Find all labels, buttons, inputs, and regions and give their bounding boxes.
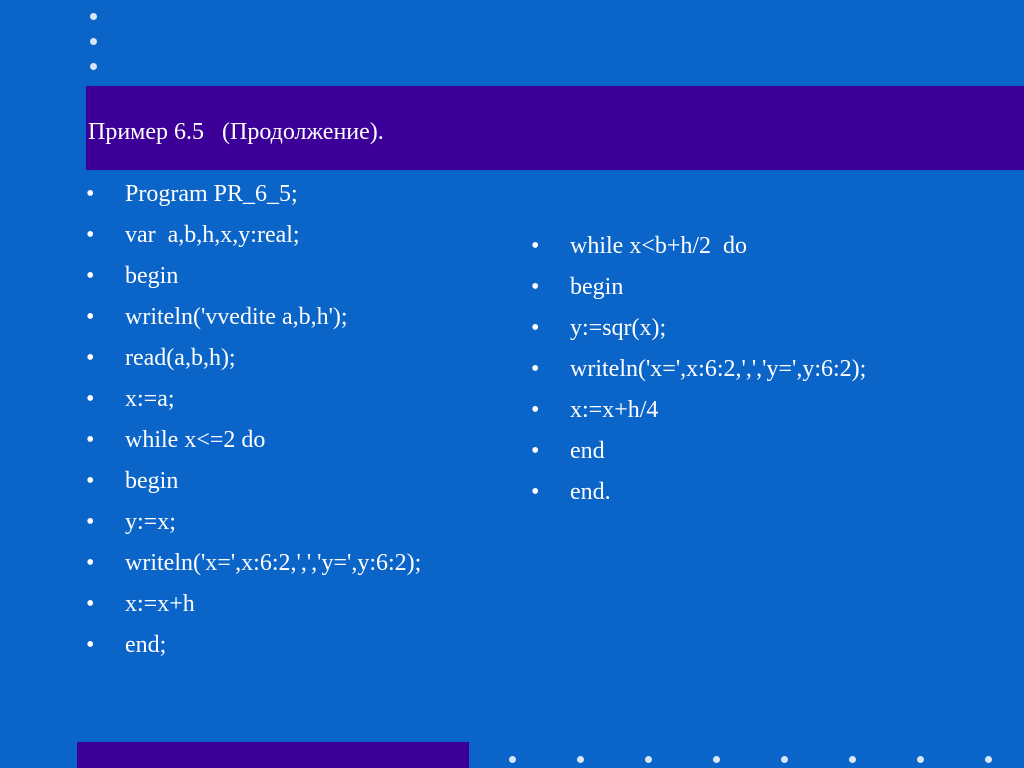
code-list-right	[531, 232, 866, 519]
code-line	[86, 385, 421, 426]
decor-dot	[90, 63, 97, 70]
code-line-text: end.	[570, 479, 611, 505]
bullet-icon: •	[531, 397, 540, 423]
code-line	[86, 303, 421, 344]
decor-dot	[917, 756, 924, 763]
bullet-icon: •	[531, 274, 540, 300]
code-line	[86, 221, 421, 262]
code-line-text: begin	[125, 263, 179, 289]
decor-dot	[509, 756, 516, 763]
code-line	[531, 273, 866, 314]
code-line	[86, 344, 421, 385]
code-line	[531, 314, 866, 355]
code-line	[531, 437, 866, 478]
bullet-icon: •	[86, 591, 95, 617]
code-list-left	[86, 180, 421, 672]
code-line	[86, 262, 421, 303]
bullet-icon: •	[86, 632, 95, 658]
bullet-icon: •	[86, 550, 95, 576]
code-line-text: y:=x;	[125, 509, 176, 535]
bullet-icon: •	[531, 233, 540, 259]
code-line-text: x:=x+h	[125, 591, 195, 617]
decor-dot	[90, 13, 97, 20]
code-line-text: Program PR_6_5;	[125, 181, 298, 207]
decor-dot	[645, 756, 652, 763]
decor-dot	[781, 756, 788, 763]
code-line	[531, 396, 866, 437]
bullet-icon: •	[86, 427, 95, 453]
bullet-icon: •	[86, 181, 95, 207]
code-line-text: writeln('x=',x:6:2,',','y=',y:6:2);	[570, 356, 867, 382]
code-line	[86, 631, 421, 672]
code-line	[86, 426, 421, 467]
decor-dot	[713, 756, 720, 763]
code-line-text: writeln('x=',x:6:2,',','y=',y:6:2);	[125, 550, 422, 576]
decor-dot	[577, 756, 584, 763]
bullet-icon: •	[531, 479, 540, 505]
code-line-text: var a,b,h,x,y:real;	[125, 222, 300, 248]
footer-bar	[77, 742, 469, 768]
title-bar	[86, 86, 1024, 170]
code-line-text: while x<=2 do	[125, 427, 266, 453]
code-line-text: y:=sqr(x);	[570, 315, 667, 341]
bullet-icon: •	[86, 386, 95, 412]
code-line	[86, 549, 421, 590]
code-line	[531, 355, 866, 396]
code-line-text: x:=x+h/4	[570, 397, 659, 423]
code-line-text: while x<b+h/2 do	[570, 233, 748, 259]
code-line	[86, 467, 421, 508]
code-line-text: end	[570, 438, 605, 464]
code-line	[86, 590, 421, 631]
bullet-icon: •	[86, 304, 95, 330]
decor-dot	[90, 38, 97, 45]
bullet-icon: •	[531, 438, 540, 464]
bullet-icon: •	[86, 468, 95, 494]
decor-dot	[849, 756, 856, 763]
bullet-icon: •	[86, 222, 95, 248]
bullet-icon: •	[86, 345, 95, 371]
code-line	[531, 478, 866, 519]
code-line-text: begin	[125, 468, 179, 494]
code-line	[86, 508, 421, 549]
decor-dot	[985, 756, 992, 763]
code-line	[86, 180, 421, 221]
code-line-text: end;	[125, 632, 167, 658]
code-line-text: x:=a;	[125, 386, 175, 412]
slide-title: Пример 6.5 (Продолжение).	[88, 119, 384, 145]
bullet-icon: •	[86, 263, 95, 289]
code-line-text: writeln('vvedite a,b,h');	[125, 304, 348, 330]
code-line	[531, 232, 866, 273]
code-line-text: read(a,b,h);	[125, 345, 236, 371]
bullet-icon: •	[86, 509, 95, 535]
bullet-icon: •	[531, 315, 540, 341]
bullet-icon: •	[531, 356, 540, 382]
code-line-text: begin	[570, 274, 624, 300]
